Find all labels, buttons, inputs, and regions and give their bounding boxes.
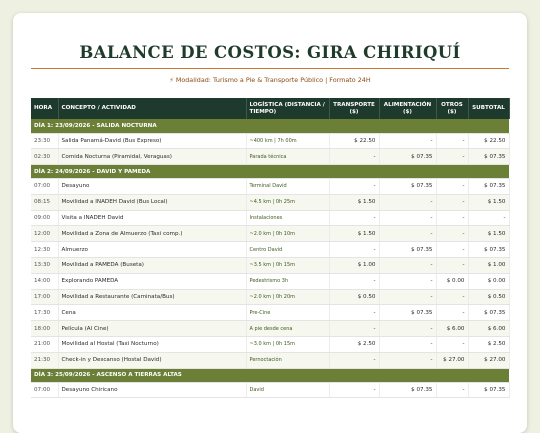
cell-logistica: ~2.0 km | 0h 10m bbox=[246, 226, 329, 242]
table-row bbox=[31, 133, 509, 149]
cell-otros: - bbox=[436, 194, 468, 210]
cell-subtotal: $ 0.00 bbox=[468, 273, 509, 289]
cell-hora: 14:00 bbox=[31, 273, 58, 289]
cell-otros: - bbox=[436, 337, 468, 353]
cell-transporte: $ 0.50 bbox=[329, 289, 379, 305]
cell-hora: 09:00 bbox=[31, 210, 58, 226]
table-row bbox=[31, 210, 509, 226]
cell-subtotal: $ 1.00 bbox=[468, 258, 509, 274]
col-alimentacion: ALIMENTACIÓN ($) bbox=[379, 98, 436, 119]
cell-otros: - bbox=[436, 258, 468, 274]
cell-transporte: $ 1.00 bbox=[329, 258, 379, 274]
cell-hora: 07:00 bbox=[31, 382, 58, 398]
subtitle-text: Modalidad: Turismo a Pie & Transporte Público | Formato 24H bbox=[175, 76, 371, 84]
cell-alimentacion: - bbox=[379, 273, 436, 289]
cell-subtotal: $ 07.35 bbox=[468, 149, 509, 165]
cell-hora: 12:00 bbox=[31, 226, 58, 242]
table-row bbox=[31, 226, 509, 242]
cell-otros: - bbox=[436, 210, 468, 226]
cell-alimentacion: - bbox=[379, 289, 436, 305]
col-concepto: CONCEPTO / ACTIVIDAD bbox=[58, 98, 246, 119]
cell-alimentacion: - bbox=[379, 352, 436, 368]
cell-alimentacion: - bbox=[379, 258, 436, 274]
day-section-label: DÍA 1: 23/09/2026 - SALIDA NOCTURNA bbox=[31, 119, 509, 133]
cost-table bbox=[31, 98, 510, 398]
cell-subtotal: $ 07.35 bbox=[468, 179, 509, 195]
table-row bbox=[31, 321, 509, 337]
cell-logistica: Pre-Cine bbox=[246, 305, 329, 321]
cell-transporte: $ 1.50 bbox=[329, 194, 379, 210]
cell-concepto: Cena bbox=[58, 305, 246, 321]
cell-subtotal: $ 22.50 bbox=[468, 133, 509, 149]
cell-hora: 13:30 bbox=[31, 258, 58, 274]
cell-logistica: Pernoctación bbox=[246, 352, 329, 368]
cell-logistica: ~400 km | 7h 00m bbox=[246, 133, 329, 149]
cell-logistica: A pie desde cena bbox=[246, 321, 329, 337]
table-header bbox=[31, 98, 509, 119]
cell-hora: 02:30 bbox=[31, 149, 58, 165]
cell-transporte: - bbox=[329, 242, 379, 258]
table-row bbox=[31, 258, 509, 274]
cell-logistica: ~4.5 km | 0h 25m bbox=[246, 194, 329, 210]
cell-transporte: - bbox=[329, 210, 379, 226]
table-row bbox=[31, 149, 509, 165]
cell-hora: 07:00 bbox=[31, 179, 58, 195]
cell-subtotal: $ 1.50 bbox=[468, 194, 509, 210]
page-title: BALANCE DE COSTOS: GIRA CHIRIQUÍ bbox=[79, 43, 461, 62]
cell-otros: - bbox=[436, 226, 468, 242]
cell-concepto: Desayuno bbox=[58, 179, 246, 195]
cell-alimentacion: - bbox=[379, 210, 436, 226]
cell-concepto: Movilidad a INADEH David (Bus Local) bbox=[58, 194, 246, 210]
day-section-row bbox=[31, 165, 509, 179]
table-row bbox=[31, 289, 509, 305]
cell-alimentacion: $ 07.35 bbox=[379, 382, 436, 398]
subtitle bbox=[31, 76, 509, 84]
cell-transporte: - bbox=[329, 179, 379, 195]
cell-alimentacion: - bbox=[379, 337, 436, 353]
cell-otros: - bbox=[436, 179, 468, 195]
cell-transporte: - bbox=[329, 273, 379, 289]
cell-concepto: Explorando PAMEDA bbox=[58, 273, 246, 289]
cell-concepto: Almuerzo bbox=[58, 242, 246, 258]
table-row bbox=[31, 273, 509, 289]
table-row bbox=[31, 194, 509, 210]
cell-logistica: David bbox=[246, 382, 329, 398]
cell-subtotal: $ 07.35 bbox=[468, 242, 509, 258]
cell-alimentacion: - bbox=[379, 226, 436, 242]
cell-concepto: Check-in y Descanso (Hostal David) bbox=[58, 352, 246, 368]
title-divider bbox=[31, 68, 509, 69]
cell-hora: 18:00 bbox=[31, 321, 58, 337]
cell-otros: $ 0.00 bbox=[436, 273, 468, 289]
cell-otros: - bbox=[436, 149, 468, 165]
cell-logistica: ~3.5 km | 0h 15m bbox=[246, 258, 329, 274]
cell-subtotal: $ 07.35 bbox=[468, 382, 509, 398]
cell-concepto: Desayuno Chiricano bbox=[58, 382, 246, 398]
cell-hora: 08:15 bbox=[31, 194, 58, 210]
cell-alimentacion: - bbox=[379, 194, 436, 210]
cell-concepto: Comida Nocturna (Piramidal, Veraguas) bbox=[58, 149, 246, 165]
cell-hora: 21:30 bbox=[31, 352, 58, 368]
cell-subtotal: $ 07.35 bbox=[468, 305, 509, 321]
cell-hora: 17:30 bbox=[31, 305, 58, 321]
day-section-row bbox=[31, 368, 509, 382]
table-row bbox=[31, 242, 509, 258]
cell-concepto: Movilidad a Restaurante (Caminata/Bus) bbox=[58, 289, 246, 305]
col-subtotal: SUBTOTAL bbox=[468, 98, 509, 119]
cell-hora: 12:30 bbox=[31, 242, 58, 258]
table-body bbox=[31, 119, 509, 398]
table-row bbox=[31, 179, 509, 195]
cell-logistica: Terminal David bbox=[246, 179, 329, 195]
cell-otros: - bbox=[436, 305, 468, 321]
col-transporte: TRANSPORTE ($) bbox=[329, 98, 379, 119]
day-section-row bbox=[31, 119, 509, 133]
cell-logistica: Pedestrismo 3h bbox=[246, 273, 329, 289]
cell-logistica: Parada técnica bbox=[246, 149, 329, 165]
cell-otros: $ 27.00 bbox=[436, 352, 468, 368]
cell-subtotal: - bbox=[468, 210, 509, 226]
cell-concepto: Salida Panamá-David (Bus Expreso) bbox=[58, 133, 246, 149]
col-hora: HORA bbox=[31, 98, 58, 119]
cell-alimentacion: - bbox=[379, 133, 436, 149]
cell-hora: 17:00 bbox=[31, 289, 58, 305]
table-row bbox=[31, 352, 509, 368]
cell-otros: - bbox=[436, 289, 468, 305]
cell-concepto: Movilidad a PAMEDA (Buseta) bbox=[58, 258, 246, 274]
cell-logistica: Instalaciones bbox=[246, 210, 329, 226]
cell-otros: - bbox=[436, 382, 468, 398]
cell-alimentacion: $ 07.35 bbox=[379, 179, 436, 195]
cell-transporte: - bbox=[329, 149, 379, 165]
day-section-label: DÍA 2: 24/09/2026 - DAVID Y PAMEDA bbox=[31, 165, 509, 179]
cell-alimentacion: $ 07.35 bbox=[379, 305, 436, 321]
cell-logistica: ~2.0 km | 0h 20m bbox=[246, 289, 329, 305]
cell-transporte: - bbox=[329, 305, 379, 321]
cell-logistica: ~3.0 km | 0h 15m bbox=[246, 337, 329, 353]
cell-alimentacion: - bbox=[379, 321, 436, 337]
cell-otros: - bbox=[436, 133, 468, 149]
table-row bbox=[31, 337, 509, 353]
bolt-icon: ⚡ bbox=[169, 76, 174, 84]
cell-concepto: Movilidad a Zona de Almuerzo (Taxi comp.) bbox=[58, 226, 246, 242]
cell-subtotal: $ 2.50 bbox=[468, 337, 509, 353]
cell-transporte: $ 22.50 bbox=[329, 133, 379, 149]
cell-alimentacion: $ 07.35 bbox=[379, 242, 436, 258]
col-logistica: LOGÍSTICA (DISTANCIA / TIEMPO) bbox=[246, 98, 329, 119]
cell-transporte: - bbox=[329, 382, 379, 398]
cell-concepto: Visita a INADEH David bbox=[58, 210, 246, 226]
cell-hora: 21:00 bbox=[31, 337, 58, 353]
cell-subtotal: $ 0.50 bbox=[468, 289, 509, 305]
cell-concepto: Película (Al Cine) bbox=[58, 321, 246, 337]
report-sheet bbox=[13, 13, 527, 433]
cell-subtotal: $ 1.50 bbox=[468, 226, 509, 242]
cell-transporte: - bbox=[329, 352, 379, 368]
cell-concepto: Movilidad al Hostal (Taxi Nocturno) bbox=[58, 337, 246, 353]
cell-transporte: - bbox=[329, 321, 379, 337]
cell-alimentacion: $ 07.35 bbox=[379, 149, 436, 165]
table-row bbox=[31, 305, 509, 321]
cell-transporte: $ 1.50 bbox=[329, 226, 379, 242]
cell-transporte: $ 2.50 bbox=[329, 337, 379, 353]
col-otros: OTROS ($) bbox=[436, 98, 468, 119]
cell-otros: - bbox=[436, 242, 468, 258]
cell-hora: 23:30 bbox=[31, 133, 58, 149]
cell-subtotal: $ 27.00 bbox=[468, 352, 509, 368]
cell-logistica: Centro David bbox=[246, 242, 329, 258]
table-row bbox=[31, 382, 509, 398]
cell-subtotal: $ 6.00 bbox=[468, 321, 509, 337]
day-section-label: DÍA 3: 25/09/2026 - ASCENSO A TIERRAS ALTAS bbox=[31, 368, 509, 382]
cell-otros: $ 6.00 bbox=[436, 321, 468, 337]
